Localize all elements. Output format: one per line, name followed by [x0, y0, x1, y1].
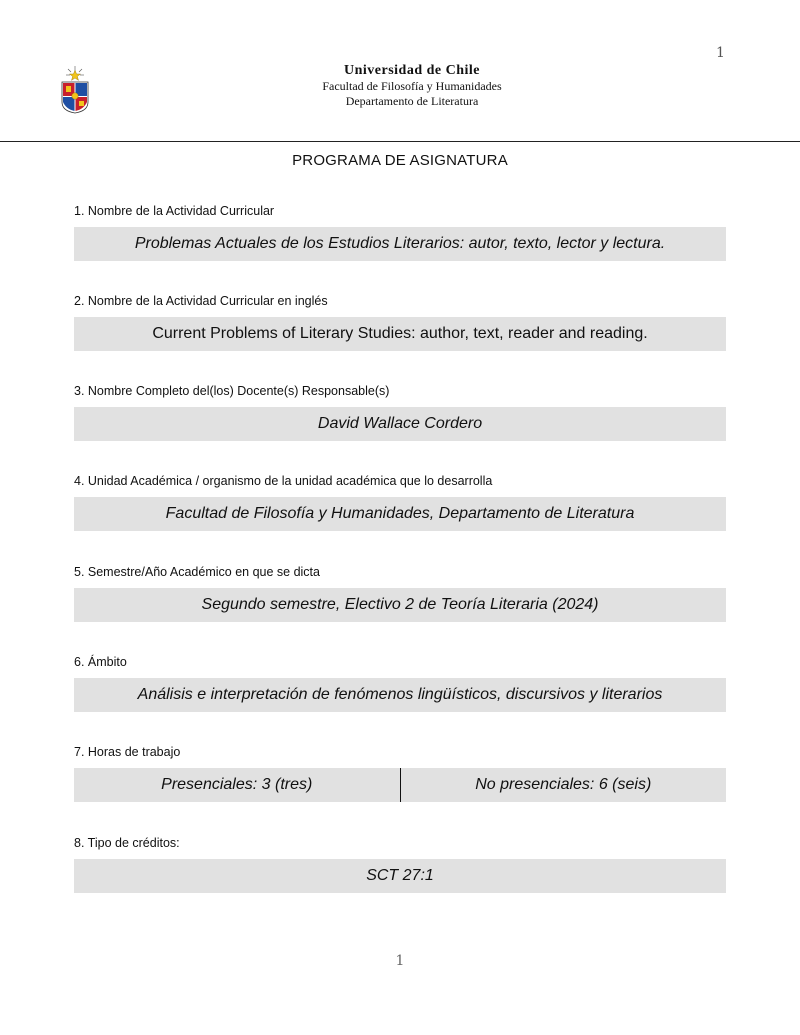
section-label: 4. Unidad Académica / organismo de la unidad académica que lo desarrolla [74, 474, 493, 488]
section-8 [74, 835, 726, 893]
section-label: 3. Nombre Completo del(los) Docente(s) Responsable(s) [74, 384, 390, 398]
remote-hours: No presenciales: 6 (seis) [475, 776, 652, 793]
section-label: 8. Tipo de créditos: [74, 836, 180, 850]
document-title: PROGRAMA DE ASIGNATURA [292, 152, 508, 169]
section-4 [74, 473, 726, 531]
page-number-bottom: 1 [395, 953, 405, 969]
section-value: SCT 27:1 [74, 859, 726, 893]
department-name: Departamento de Literatura [345, 94, 479, 108]
section-value: Current Problems of Literary Studies: author, text, reader and reading. [74, 317, 726, 351]
faculty-name: Facultad de Filosofía y Humanidades [322, 79, 502, 93]
section-value: Segundo semestre, Electivo 2 de Teoría Literaria (2024) [74, 588, 726, 622]
university-crest-icon [60, 64, 90, 114]
section-value: Facultad de Filosofía y Humanidades, Departamento de Literatura [74, 497, 726, 531]
section-1 [74, 203, 726, 261]
section-label: 1. Nombre de la Actividad Curricular [74, 204, 275, 218]
section-6 [74, 654, 726, 712]
section-7 [74, 744, 726, 802]
section-value: Problemas Actuales de los Estudios Literarios: autor, texto, lector y lectura. [74, 227, 726, 261]
in-person-hours: Presenciales: 3 (tres) [74, 768, 401, 802]
section-label: 2. Nombre de la Actividad Curricular en inglés [74, 294, 328, 308]
header-divider [0, 141, 800, 142]
section-value: David Wallace Cordero [74, 407, 726, 441]
section-label: 5. Semestre/Año Académico en que se dicta [74, 565, 320, 579]
section-3 [74, 383, 726, 441]
institution-header [262, 63, 562, 109]
page-number-top: 1 [716, 45, 725, 61]
section-label: 7. Horas de trabajo [74, 745, 181, 759]
section-2 [74, 293, 726, 351]
section-value: Análisis e interpretación de fenómenos lingüísticos, discursivos y literarios [74, 678, 726, 712]
university-name: Universidad de Chile [343, 63, 480, 78]
work-hours-row [74, 768, 726, 802]
section-5 [74, 564, 726, 622]
section-label: 6. Ámbito [74, 655, 127, 669]
